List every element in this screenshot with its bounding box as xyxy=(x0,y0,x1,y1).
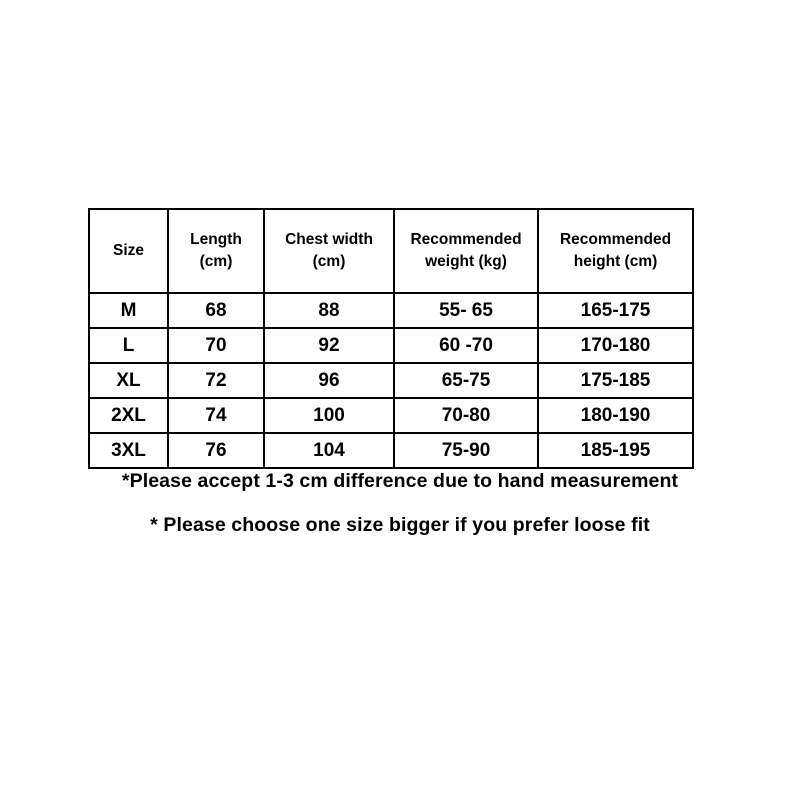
sizing-advice-note: * Please choose one size bigger if you prefer loose fit xyxy=(150,514,650,536)
table-row xyxy=(89,363,693,398)
cell-weight: 70-80 xyxy=(394,398,538,433)
cell-size: M xyxy=(89,293,168,328)
cell-size: XL xyxy=(89,363,168,398)
cell-length: 76 xyxy=(168,433,264,468)
column-header-size xyxy=(89,209,168,293)
measurement-note: *Please accept 1-3 cm difference due to hand measurement xyxy=(121,470,679,492)
table-row xyxy=(89,433,693,468)
header-line-2: height (cm) xyxy=(573,253,658,270)
column-header-length xyxy=(168,209,264,293)
cell-height: 180-190 xyxy=(538,398,693,433)
cell-weight: 55- 65 xyxy=(394,293,538,328)
cell-weight: 60 -70 xyxy=(394,328,538,363)
header-line-1: Length xyxy=(190,230,242,248)
header-line-1: Chest width xyxy=(285,230,373,248)
cell-weight: 65-75 xyxy=(394,363,538,398)
cell-size: 2XL xyxy=(89,398,168,433)
cell-weight: 75-90 xyxy=(394,433,538,468)
header-line-2: (cm) xyxy=(199,253,233,270)
cell-height: 165-175 xyxy=(538,293,693,328)
table-row xyxy=(89,398,693,433)
header-line-1: Recommended xyxy=(410,230,522,248)
column-header-recommended-weight xyxy=(394,209,538,293)
table-row xyxy=(89,293,693,328)
cell-chest: 92 xyxy=(264,328,394,363)
size-chart-table xyxy=(88,208,694,469)
cell-chest: 100 xyxy=(264,398,394,433)
table-header-row xyxy=(89,209,693,293)
cell-height: 185-195 xyxy=(538,433,693,468)
cell-length: 70 xyxy=(168,328,264,363)
header-line-2: weight (kg) xyxy=(425,253,507,270)
column-header-chest-width xyxy=(264,209,394,293)
table-row xyxy=(89,328,693,363)
cell-chest: 96 xyxy=(264,363,394,398)
cell-length: 68 xyxy=(168,293,264,328)
cell-size: L xyxy=(89,328,168,363)
cell-height: 175-185 xyxy=(538,363,693,398)
cell-chest: 88 xyxy=(264,293,394,328)
column-header-recommended-height xyxy=(538,209,693,293)
header-line-1: Recommended xyxy=(559,230,672,248)
cell-size: 3XL xyxy=(89,433,168,468)
size-chart-table-wrapper xyxy=(88,208,692,469)
cell-length: 72 xyxy=(168,363,264,398)
cell-chest: 104 xyxy=(264,433,394,468)
cell-length: 74 xyxy=(168,398,264,433)
header-line-1: Size xyxy=(112,241,144,259)
cell-height: 170-180 xyxy=(538,328,693,363)
header-line-2: (cm) xyxy=(312,253,346,270)
